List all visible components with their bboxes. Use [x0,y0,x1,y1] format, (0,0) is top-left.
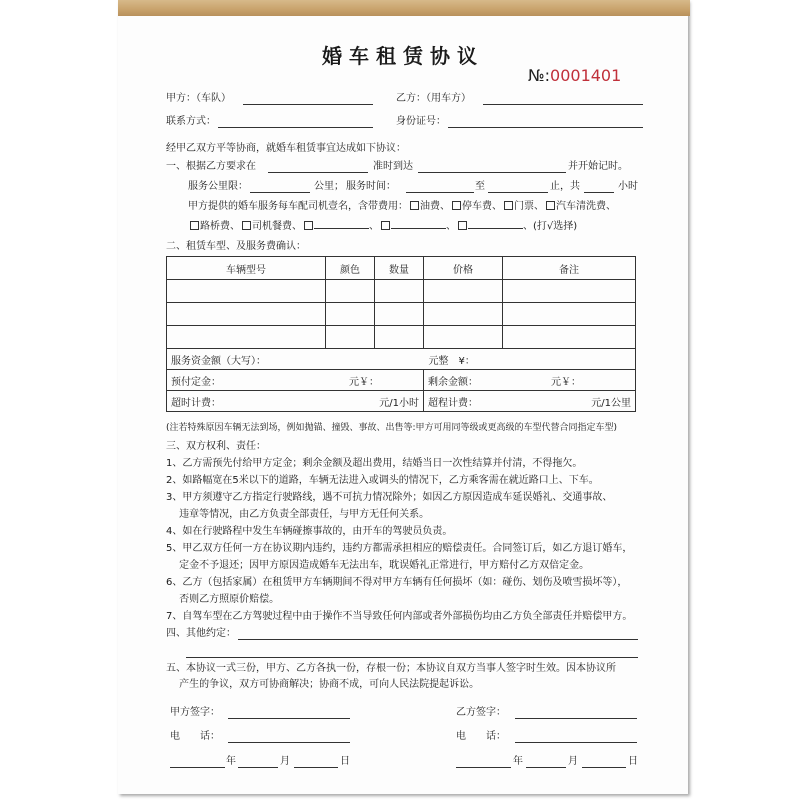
party-a-field[interactable] [243,104,373,105]
option-ticket: 门票、 [514,201,544,212]
overtime-label: 超时计费： [171,397,221,409]
option-wash: 汽车清洗费、 [556,201,616,212]
contact-label: 联系方式： [166,116,216,127]
total-suffix: 元整 ¥： [428,355,475,367]
s3-item: 3、甲方须遵守乙方指定行驶路线，遇不可抗力情况除外；如因乙方原因造成车延误婚礼、交通事故、 [166,492,613,503]
s1-arrival-field[interactable] [418,172,566,173]
substitution-notice: (注若特殊原因车辆无法到场，例如抛锚、撞毁、事故、出售等:甲方可用同等级或更高级的车型代替合同指定车型) [166,423,618,433]
deposit-row[interactable] [167,370,636,391]
party-b-year-field[interactable] [456,767,511,768]
total-label: 服务资金额（大写）： [171,355,266,367]
contact-field[interactable] [218,127,373,128]
custom-2-field[interactable] [391,228,446,229]
s1-line3 [188,200,616,213]
party-a-sign-label: 甲方签字： [170,707,220,718]
checkbox-toll[interactable] [190,221,199,230]
s1-line3-a: 甲方提供的婚车服务每车配司机壹名，含带费用： [188,201,408,212]
other-terms-line-2[interactable] [186,657,638,658]
s3-item: 5、甲乙双方任何一方在协议期内违约，违约方都需承担相应的赔偿责任。合同签订后，如乙方退订婚车， [166,543,633,554]
intro-text: 经甲乙双方平等协商，就婚车租赁事宜达成如下协议： [166,143,406,154]
custom-1-field[interactable] [314,228,369,229]
custom-3-field[interactable] [468,228,523,229]
party-b-sign-field[interactable] [515,718,637,719]
s1-line1-b: 准时到达 [373,161,413,172]
s3-item: 违章等情况，由乙方负责全部责任，与甲方无任何关系。 [166,509,430,520]
option-toll: 路桥费、 [200,221,240,232]
checkbox-custom-1[interactable] [304,221,313,230]
extra-fee-row[interactable] [167,391,636,412]
deposit-label: 预付定金： [171,376,221,388]
glue-binding-strip [118,0,690,16]
s3-item: 7、自驾车型在乙方驾驶过程中由于操作不当导致任何内部或者外部损伤均由乙方负全部责任并赔偿甲方。 [166,611,633,622]
table-row[interactable] [167,303,636,326]
party-b-field[interactable] [483,104,643,105]
col-quantity: 数量 [375,257,424,280]
s1-line2-f: 小时 [618,181,638,192]
col-remark: 备注 [503,257,636,280]
party-a-month-field[interactable] [238,767,278,768]
fee-table [166,256,636,412]
s1-line2-e: 止，共 [550,181,580,192]
overtime-unit: 元/1小时 [379,397,419,409]
s3-item: 否则乙方照原价赔偿。 [166,594,280,605]
checkbox-parking[interactable] [452,201,461,210]
s3-item: 1、乙方需预先付给甲方定金；剩余金额及超出费用，结婚当日一次性结算并付清，不得拖欠。 [166,458,583,469]
day-label: 日 [628,756,638,767]
check-note: (打√选择) [533,221,578,232]
deposit-unit: 元￥： [349,376,379,388]
s3-item: 定金不予退还；因甲方原因造成婚车无法出车，耽误婚礼正常进行，甲方赔付乙方双倍定金。 [166,560,590,571]
checkbox-fuel[interactable] [410,201,419,210]
id-number-label: 身份证号： [396,116,446,127]
party-a-phone-label: 电 话： [170,731,220,742]
checkbox-ticket[interactable] [504,201,513,210]
party-a-sign-field[interactable] [228,718,350,719]
s1-line1-a: 一、根据乙方要求在 [166,161,256,172]
year-label: 年 [513,756,523,767]
month-label: 月 [568,756,578,767]
option-meal: 司机餐费、 [252,221,302,232]
party-b-phone-label: 电 话： [456,731,506,742]
party-b-label: 乙方：（用车方） [396,93,471,104]
contract-sheet [118,0,688,794]
s1-km-field[interactable] [250,192,310,193]
checkbox-wash[interactable] [546,201,555,210]
id-number-field[interactable] [448,127,643,128]
option-custom-1: 、 [369,221,379,232]
s1-line2-a: 服务公里限： [188,181,248,192]
checkbox-custom-3[interactable] [458,221,467,230]
party-b-month-field[interactable] [526,767,566,768]
other-terms-line-1[interactable] [238,639,638,640]
option-fuel: 油费、 [420,201,450,212]
col-price: 价格 [424,257,503,280]
party-a-day-field[interactable] [294,767,338,768]
serial-label: №: [528,66,551,85]
party-a-label: 甲方：（车队） [166,93,231,104]
page-title: 婚车租赁协议 [322,44,484,68]
checkbox-meal[interactable] [242,221,251,230]
table-header-row [167,257,636,280]
s2-heading: 二、租赁车型、及服务费确认： [166,241,306,252]
col-model: 车辆型号 [167,257,326,280]
overdistance-unit: 元/1公里 [591,397,631,409]
balance-unit: 元￥： [551,376,581,388]
s1-line1-c: 并开始记时。 [568,161,628,172]
col-color: 颜色 [326,257,375,280]
s1-location-field[interactable] [268,172,368,173]
s3-item: 6、乙方（包括家属）在租赁甲方车辆期间不得对甲方车辆有任何损坏（如：碰伤、划伤及喷雪损坏等）， [166,577,628,588]
total-row[interactable] [167,349,636,370]
table-row[interactable] [167,326,636,349]
option-parking: 停车费、 [462,201,502,212]
option-custom-3: 、 [523,221,533,232]
s3-heading: 三、双方权利、责任： [166,441,266,452]
month-label: 月 [280,756,290,767]
s1-line2-c: 服务时间： [346,181,396,192]
s1-time-start-field[interactable] [406,192,474,193]
year-label: 年 [226,756,236,767]
balance-label: 剩余金额： [428,376,478,388]
party-b-sign-label: 乙方签字： [456,707,506,718]
s1-line4 [188,220,577,233]
party-b-day-field[interactable] [582,767,626,768]
table-row[interactable] [167,280,636,303]
s5-line1: 五、本协议一式三份，甲方、乙方各执一份，存根一份；本协议自双方当事人签字时生效。因本协议所 [166,663,616,674]
s1-time-end-field[interactable] [488,192,548,193]
serial-value: 0001401 [550,66,622,85]
s1-hours-field[interactable] [584,192,614,193]
s1-line2-b: 公里； [314,181,344,192]
serial-number [528,66,621,85]
s5-line2: 产生的争议，双方可协商解决；协商不成，可向人民法院提起诉讼。 [166,679,480,690]
day-label: 日 [340,756,350,767]
party-a-year-field[interactable] [170,767,225,768]
s3-item: 4、如在行驶路程中发生车辆碰擦事故的，由开车的驾驶员负责。 [166,526,453,537]
overdistance-label: 超程计费： [428,397,478,409]
checkbox-custom-2[interactable] [381,221,390,230]
s3-item: 2、如路幅宽在5米以下的道路，车辆无法进入或调头的情况下，乙方乘客需在就近路口上、下车。 [166,475,599,486]
option-custom-2: 、 [446,221,456,232]
party-a-phone-field[interactable] [228,742,350,743]
s1-line2-d: 至 [475,181,485,192]
party-b-phone-field[interactable] [515,742,637,743]
s4-heading: 四、其他约定： [166,628,236,639]
